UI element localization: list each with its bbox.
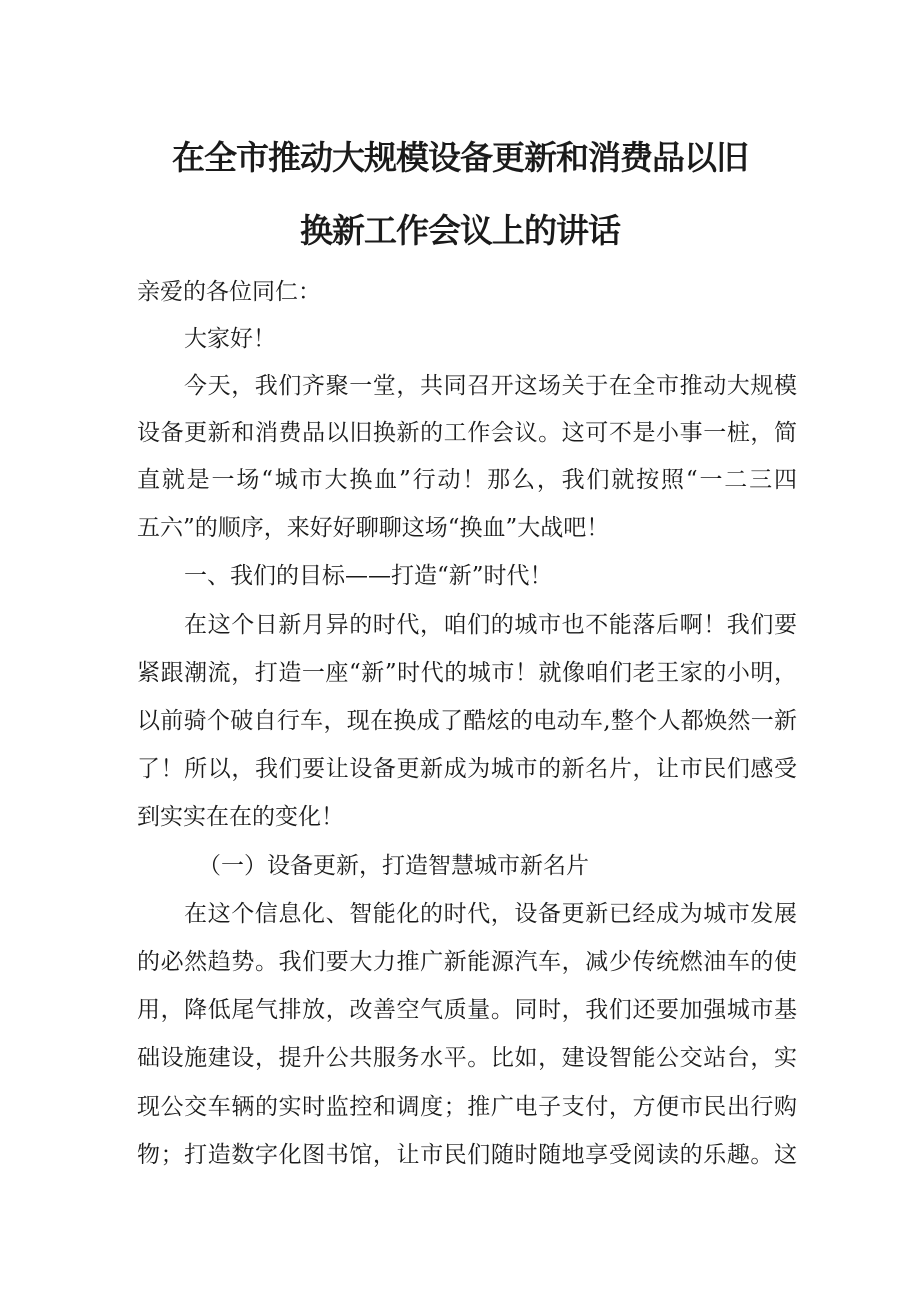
intro-line: 五六”的顺序，来好好聊聊这场“换血”大战吧！ bbox=[137, 515, 610, 541]
subsection-one-heading: （一）设备更新，打造智慧城市新名片 bbox=[198, 853, 589, 879]
section-one-line: 以前骑个破自行车，现在换成了酷炫的电动车,整个人都焕然一新 bbox=[137, 708, 797, 734]
subsection-one-line: 物；打造数字化图书馆，让市民们随时随地享受阅读的乐趣。这 bbox=[137, 1142, 797, 1168]
intro-line: 今天，我们齐聚一堂，共同召开这场关于在全市推动大规模 bbox=[184, 373, 797, 399]
subsection-one-line: 现公交车辆的实时监控和调度；推广电子支付，方便市民出行购 bbox=[137, 1094, 797, 1120]
subsection-one-line: 用，降低尾气排放，改善空气质量。同时，我们还要加强城市基 bbox=[137, 997, 797, 1023]
document-title-line-1: 在全市推动大规模设备更新和消费品以旧 bbox=[172, 138, 748, 177]
section-one-line: 紧跟潮流，打造一座“新”时代的城市！就像咱们老王家的小明， bbox=[137, 660, 797, 686]
intro-line: 直就是一场“城市大换血”行动！那么，我们就按照“一二三四 bbox=[137, 467, 797, 493]
subsection-one-line: 在这个信息化、智能化的时代，设备更新已经成为城市发展 bbox=[184, 901, 797, 927]
section-one-heading: 一、我们的目标——打造“新”时代！ bbox=[184, 563, 553, 589]
section-one-line: 在这个日新月异的时代，咱们的城市也不能落后啊！我们要 bbox=[184, 612, 797, 638]
intro-line: 设备更新和消费品以旧换新的工作会议。这可不是小事一桩，简 bbox=[137, 420, 797, 446]
greeting: 大家好！ bbox=[184, 326, 276, 352]
salutation: 亲爱的各位同仁： bbox=[137, 279, 321, 305]
subsection-one-line: 础设施建设，提升公共服务水平。比如，建设智能公交站台，实 bbox=[137, 1045, 797, 1071]
document-title-line-2: 换新工作会议上的讲话 bbox=[300, 211, 620, 250]
section-one-line: 到实实在在的变化！ bbox=[137, 804, 344, 830]
section-one-line: 了！所以，我们要让设备更新成为城市的新名片，让市民们感受 bbox=[137, 756, 797, 782]
subsection-one-line: 的必然趋势。我们要大力推广新能源汽车，减少传统燃油车的使 bbox=[137, 949, 797, 975]
